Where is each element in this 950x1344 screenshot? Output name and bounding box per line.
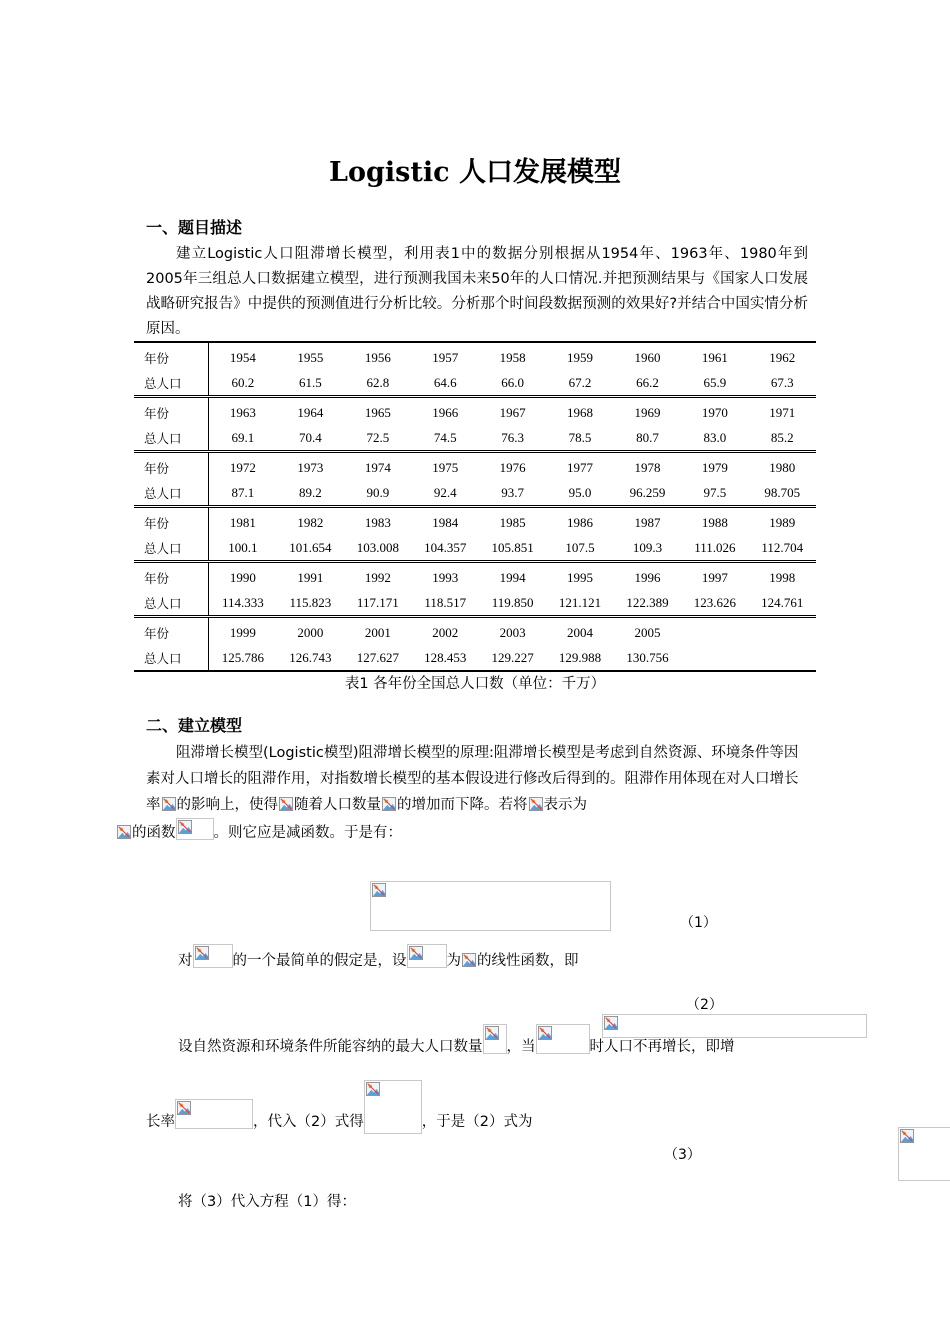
table-row-label: 总人口 [134,590,209,617]
table-population-cell: 97.5 [703,484,727,500]
model-text-f: 的函数 [132,825,176,841]
table-population-row [134,480,816,507]
table-population-row [134,425,816,452]
table-year-row [134,452,816,481]
table-population-cell: 70.4 [299,429,322,445]
table-year-cell: 1977 [546,452,613,481]
table-population-cell: 65.9 [703,374,727,390]
substitution-paragraph: 将（3）代入方程（1）得： [178,1194,356,1210]
table-population-cell: 93.7 [501,484,524,500]
table-year-row [134,562,816,591]
model-text-e: 表示为 [543,797,587,813]
table-year-cell: 1956 [344,342,411,370]
table-row-label: 年份 [134,507,209,536]
table-population-cell: 114.333 [221,594,264,610]
table-row-label: 年份 [134,342,209,370]
table-population-cell: 124.761 [761,594,804,610]
table-year-cell: 1976 [479,452,546,481]
table-year-cell: 1964 [277,397,344,426]
table-year-cell: 1991 [277,562,344,591]
table-population-cell: 83.0 [703,429,727,445]
description-paragraph [146,242,808,342]
table-row-label: 总人口 [134,480,209,507]
formula-image [364,1080,422,1134]
population-table [134,341,816,672]
section-heading-model: 二、建立模型 [146,716,243,735]
capacity-text-b: ，当 [506,1039,536,1055]
table-population-cell: 115.823 [289,594,332,610]
table-population-cell: 96.259 [629,484,666,500]
table-population-cell: 60.2 [231,374,255,390]
table-population-cell: 98.705 [764,484,801,500]
growth-rate-text-c: ，于是（2）式为 [421,1114,533,1130]
table-population-cell: 119.850 [491,594,534,610]
table-year-cell: 2002 [412,617,479,646]
assumption-text-b: 的一个最简单的假定是，设 [232,953,407,969]
table-year-cell: 1962 [749,342,816,370]
model-text-g: 。则它应是减函数。于是有： [213,825,402,841]
model-paragraph [132,740,810,846]
table-population-cell: 111.026 [694,539,736,555]
table-year-cell: 1988 [681,507,748,536]
table-year-cell: 2001 [344,617,411,646]
table-population-cell: 104.357 [424,539,467,555]
table-year-cell: 1970 [681,397,748,426]
table-year-cell: 1978 [614,452,681,481]
table-population-cell: 122.389 [626,594,669,610]
table-year-cell: 1994 [479,562,546,591]
table-population-cell: 95.0 [568,484,592,500]
assumption-text-c: 为 [446,953,461,969]
table-population-row [134,370,816,397]
table-population-cell: 121.121 [558,594,602,610]
table-population-cell: 126.743 [277,645,344,671]
model-text-b: 的影响上，使得 [176,797,278,813]
table-year-row [134,397,816,426]
table-year-cell: 1986 [546,507,613,536]
table-year-cell: 1955 [277,342,344,370]
table-year-cell [681,617,748,646]
table-population-cell: 72.5 [366,429,390,445]
table-year-cell: 1954 [209,342,277,370]
table-row-label: 年份 [134,562,209,591]
table-year-row [134,507,816,536]
table-year-cell: 1975 [412,452,479,481]
table-population-cell: 118.517 [424,594,467,610]
table-year-cell: 1971 [749,397,816,426]
table-year-cell: 1963 [209,397,277,426]
table-year-cell: 1993 [412,562,479,591]
table-year-cell: 1982 [277,507,344,536]
assumption-paragraph [178,944,840,975]
table-year-cell: 1998 [749,562,816,591]
equation-1-image [370,881,611,931]
table-population-cell: 67.3 [770,374,794,390]
capacity-text-c: 时人口不再增长，即增 [589,1039,735,1055]
table-population-cell: 103.008 [356,539,399,555]
table-year-cell: 1961 [681,342,748,370]
table-population-cell: 66.0 [501,374,524,390]
table-year-row [134,342,816,370]
table-year-cell: 1987 [614,507,681,536]
table-year-cell: 1992 [344,562,411,591]
table-year-cell: 1972 [209,452,277,481]
table-year-cell: 1979 [681,452,748,481]
formula-image [483,1024,507,1054]
table-row-label: 总人口 [134,370,209,397]
table-population-cell: 87.1 [231,484,255,500]
table-year-cell: 1995 [546,562,613,591]
table-population-cell: 67.2 [568,374,592,390]
table-population-cell: 80.7 [636,429,659,445]
table-population-cell: 90.9 [366,484,390,500]
table-row-label: 总人口 [134,535,209,562]
table-population-cell: 128.453 [412,645,479,671]
table-population-cell: 64.6 [433,374,457,390]
table-population-cell: 78.5 [568,429,592,445]
formula-image [161,796,177,812]
formula-image [176,818,214,840]
table-year-cell: 1960 [614,342,681,370]
table-population-cell: 123.626 [693,594,736,610]
formula-image [461,952,477,968]
table-population-cell: 69.1 [231,429,255,445]
equation-1-number: （1） [680,915,717,931]
table-year-cell: 1969 [614,397,681,426]
table-year-cell: 1984 [412,507,479,536]
table-year-cell: 1973 [277,452,344,481]
table-population-cell: 127.627 [344,645,411,671]
table-population-cell: 117.171 [356,594,399,610]
table-population-cell: 62.8 [366,374,390,390]
table-year-cell: 1967 [479,397,546,426]
description-text: 建立Logistic人口阻滞增长模型，利用表1中的数据分别根据从1954年、1963年、1980年到2005年三组总人口数据建立模型，进行预测我国未来50年的人口情况.并把预测结果与《国家人口发展战略研究报告》中提供的预测值进行分析比较。分析那个时间段数据预测的效果好?并结合中国实情分析原因。 [146,246,808,337]
table-year-cell: 1968 [546,397,613,426]
table-row-label: 年份 [134,397,209,426]
table-population-cell: 130.756 [614,645,681,671]
table-year-cell: 1983 [344,507,411,536]
table-population-row [134,590,816,617]
table-population-cell: 129.227 [479,645,546,671]
table-population-cell: 92.4 [433,484,457,500]
table-year-cell: 1958 [479,342,546,370]
table-population-row [134,535,816,562]
table-year-cell: 2004 [546,617,613,646]
capacity-paragraph [178,1024,810,1061]
growth-rate-text-b: ，代入（2）式得 [253,1114,364,1130]
table-year-cell: 1999 [209,617,277,646]
section-heading-description: 一、题目描述 [146,218,243,237]
table-year-cell: 1957 [412,342,479,370]
table-year-cell: 1997 [681,562,748,591]
equation-3-number: （3） [664,1147,701,1163]
capacity-text-a: 设自然资源和环境条件所能容纳的最大人口数量 [178,1039,483,1055]
table-year-row [134,617,816,646]
document-title: Logistic 人口发展模型 [329,157,621,188]
table-year-cell: 2003 [479,617,546,646]
table-year-cell: 1980 [749,452,816,481]
formula-image [407,944,447,968]
equation-2-number: （2） [686,997,723,1013]
formula-image [536,1024,590,1054]
table-population-cell [749,645,816,671]
growth-rate-paragraph [146,1080,808,1136]
formula-image [116,824,132,840]
table-population-cell: 66.2 [636,374,659,390]
assumption-text-d: 的线性函数，即 [477,953,579,969]
table-year-cell: 1959 [546,342,613,370]
table-year-cell: 2005 [614,617,681,646]
formula-image [175,1099,253,1129]
table-population-cell: 109.3 [632,539,663,555]
table-year-cell: 2000 [277,617,344,646]
table-population-cell: 129.988 [546,645,613,671]
table-row-label: 年份 [134,617,209,646]
model-text-c: 随着人口数量 [294,797,381,813]
table-population-cell: 125.786 [209,645,277,671]
equation-3-image [898,1127,950,1181]
table-year-cell: 1974 [344,452,411,481]
assumption-text-a: 对 [178,953,193,969]
table-population-cell: 100.1 [228,539,258,555]
table-population-cell: 105.851 [491,539,534,555]
table-year-cell: 1985 [479,507,546,536]
table-year-cell: 1996 [614,562,681,591]
table-row-label: 总人口 [134,425,209,452]
table-population-cell: 101.654 [289,539,332,555]
table-row-label: 年份 [134,452,209,481]
table-population-cell: 107.5 [565,539,595,555]
model-text-d: 的增加而下降。若将 [397,797,528,813]
formula-image [278,796,294,812]
table-population-cell: 61.5 [299,374,322,390]
table-year-cell: 1965 [344,397,411,426]
table-year-cell: 1966 [412,397,479,426]
table-population-cell: 85.2 [770,429,794,445]
table-year-cell [749,617,816,646]
table-year-cell: 1981 [209,507,277,536]
table-population-cell: 112.704 [761,539,804,555]
table-caption: 表1 各年份全国总人口数（单位：千万） [344,676,606,692]
model-text-a: 阻滞增长模型(Logistic模型)阻滞增长模型的原理:阻滞增长模型是考虑到自然资源、环境条件等因素对人口增长的阻滞作用，对指数增长模型的基本假设进行修改后得到的。阻滞作用体现在对人口增长率 [146,745,799,813]
table-population-cell [681,645,748,671]
formula-image [381,796,397,812]
table-year-cell: 1989 [749,507,816,536]
table-population-cell: 74.5 [433,429,457,445]
formula-image [193,944,233,968]
table-population-cell: 76.3 [501,429,524,445]
table-row-label: 总人口 [134,645,209,671]
table-population-row [134,645,816,671]
growth-rate-text-a: 长率 [146,1114,175,1130]
table-year-cell: 1990 [209,562,277,591]
table-population-cell: 89.2 [299,484,322,500]
formula-image [528,796,544,812]
